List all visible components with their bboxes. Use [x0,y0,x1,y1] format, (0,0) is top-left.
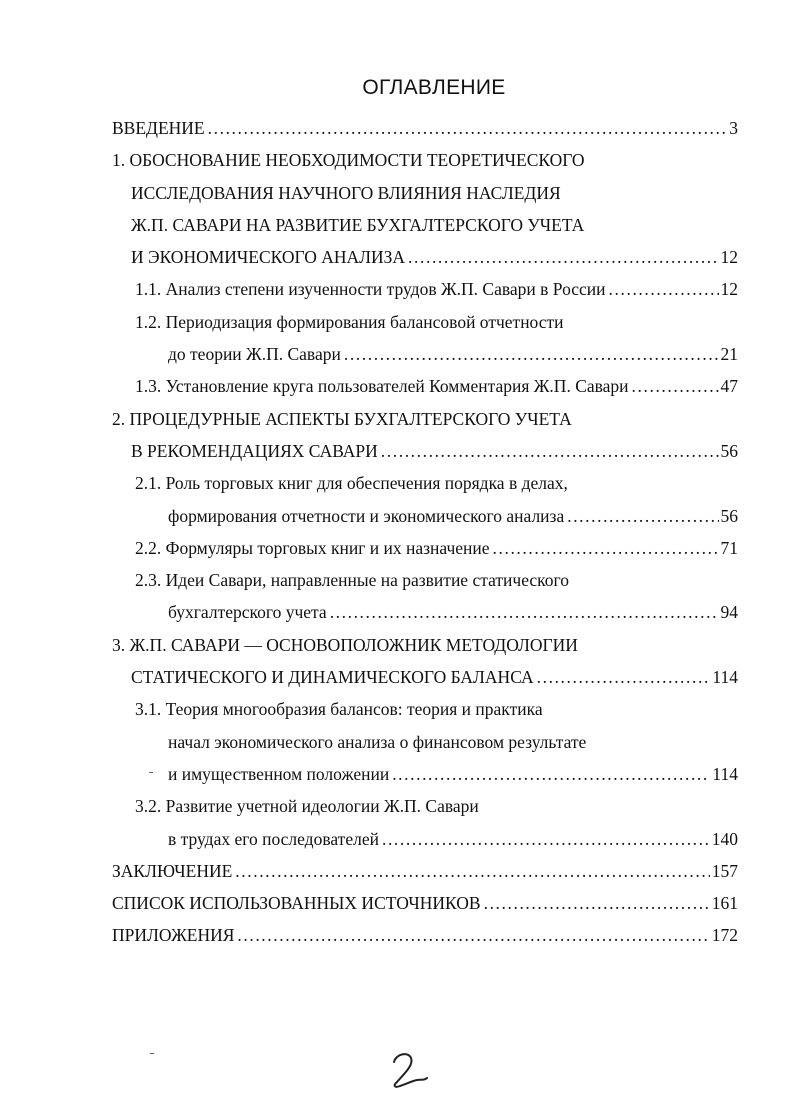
toc-page-number: 3 [729,118,738,138]
toc-page-number: 12 [720,279,738,300]
toc-entry-text: в трудах его последователей [168,828,379,849]
toc-page-number: 21 [720,344,738,365]
table-of-contents [0,112,795,952]
toc-page-number: 157 [711,860,738,881]
toc-entry-text: СТАТИЧЕСКОГО И ДИНАМИЧЕСКОГО БАЛАНСА [131,667,534,688]
dot-leader [484,887,710,919]
dot-leader [392,758,710,790]
toc-entry-text: 3.1. Теория многообразия балансов: теория и практика [135,699,543,720]
toc-entry-section-2-3 [0,564,795,596]
dot-leader [609,273,719,305]
toc-entry-section-3-1-cont [0,726,795,758]
toc-entry-text: 3.2. Развитие учетной идеологии Ж.П. Савари [135,796,479,817]
toc-entry-section-2-1-end [0,500,795,532]
scan-mark [149,772,153,773]
toc-page-number: 114 [712,667,738,688]
toc-entry-section-3-1-end [0,758,795,790]
toc-entry-text: ИССЛЕДОВАНИЯ НАУЧНОГО ВЛИЯНИЯ НАСЛЕДИЯ [131,182,561,203]
toc-entry-text: 3. Ж.П. САВАРИ — ОСНОВОПОЛОЖНИК МЕТОДОЛОГИИ [112,634,578,655]
toc-entry-text: ПРИЛОЖЕНИЯ [112,925,235,946]
toc-entry-text: 1. ОБОСНОВАНИЕ НЕОБХОДИМОСТИ ТЕОРЕТИЧЕСКОГО [112,150,585,171]
toc-entry-chapter-2 [0,403,795,435]
toc-page-number: 114 [712,763,738,784]
toc-entry-text: 2.2. Формуляры торговых книг и их назначение [135,537,490,558]
toc-entry-section-2-1 [0,467,795,499]
dot-leader [567,500,718,532]
dot-leader [382,823,710,855]
toc-page-number: 161 [711,893,738,914]
toc-entry-section-1-2 [0,306,795,338]
toc-entry-section-1-3 [0,370,795,402]
toc-page-number: 71 [720,537,738,558]
toc-entry-chapter-1-cont [0,177,795,209]
toc-entry-text: В РЕКОМЕНДАЦИЯХ САВАРИ [131,440,378,461]
toc-entry-references [0,887,795,919]
toc-entry-chapter-3 [0,629,795,661]
toc-entry-text: ВВЕДЕНИЕ [112,118,205,138]
toc-entry-section-1-1 [0,273,795,305]
dot-leader [235,855,709,887]
toc-page-number: 12 [720,247,738,268]
toc-page-number: 172 [711,925,738,946]
toc-entry-section-3-2-end [0,823,795,855]
toc-entry-chapter-1-cont [0,209,795,241]
toc-entry-chapter-2-end [0,435,795,467]
dot-leader [344,338,719,370]
toc-entry-section-3-1 [0,693,795,725]
toc-entry-conclusion [0,855,795,887]
handwritten-page-number [388,1050,430,1090]
toc-entry-text: бухгалтерского учета [168,602,327,623]
toc-entry-text: 1.3. Установление круга пользователей Комментария Ж.П. Савари [135,376,629,397]
toc-page-number: 47 [720,376,738,397]
toc-entry-text: Ж.П. САВАРИ НА РАЗВИТИЕ БУХГАЛТЕРСКОГО УЧЕТА [131,214,585,235]
toc-entry-section-3-2 [0,790,795,822]
toc-entry-text: 2.1. Роль торговых книг для обеспечения порядка в делах, [135,473,568,494]
toc-entry-text: начал экономического анализа о финансовом результате [168,731,587,752]
toc-entry-text: 2.3. Идеи Савари, направленные на развитие статического [135,570,570,591]
toc-entry-introduction [0,112,795,144]
page-title: ОГЛАВЛЕНИЕ [362,76,506,99]
dot-leader [408,241,718,273]
toc-page-number: 56 [720,440,738,461]
toc-entry-text: 2. ПРОЦЕДУРНЫЕ АСПЕКТЫ БУХГАЛТЕРСКОГО УЧЕТА [112,408,572,429]
dot-leader [237,919,709,951]
toc-entry-appendices [0,919,795,951]
dot-leader [208,112,728,144]
scan-mark [150,1053,154,1054]
dot-leader [330,596,719,628]
toc-entry-chapter-1-end [0,241,795,273]
dot-leader [493,532,719,564]
toc-page-number: 140 [711,828,738,849]
toc-entry-text: 1.2. Периодизация формирования балансовой отчетности [135,311,564,332]
toc-entry-text: 1.1. Анализ степени изученности трудов Ж.П. Савари в России [135,279,606,300]
toc-page-number: 94 [720,602,738,623]
toc-page-number: 56 [720,505,738,526]
toc-entry-section-2-3-end [0,596,795,628]
toc-entry-text: формирования отчетности и экономического анализа [168,505,565,526]
dot-leader [381,435,719,467]
toc-entry-section-2-2 [0,532,795,564]
toc-entry-text: ЗАКЛЮЧЕНИЕ [112,860,233,881]
dot-leader [537,661,711,693]
toc-entry-chapter-3-end [0,661,795,693]
dot-leader [632,370,719,402]
toc-entry-text: и имущественном положении [168,763,390,784]
toc-entry-text: до теории Ж.П. Савари [168,344,341,365]
toc-entry-chapter-1 [0,144,795,176]
toc-entry-text: И ЭКОНОМИЧЕСКОГО АНАЛИЗА [131,247,406,268]
toc-entry-section-1-2-end [0,338,795,370]
toc-entry-text: СПИСОК ИСПОЛЬЗОВАННЫХ ИСТОЧНИКОВ [112,893,481,914]
